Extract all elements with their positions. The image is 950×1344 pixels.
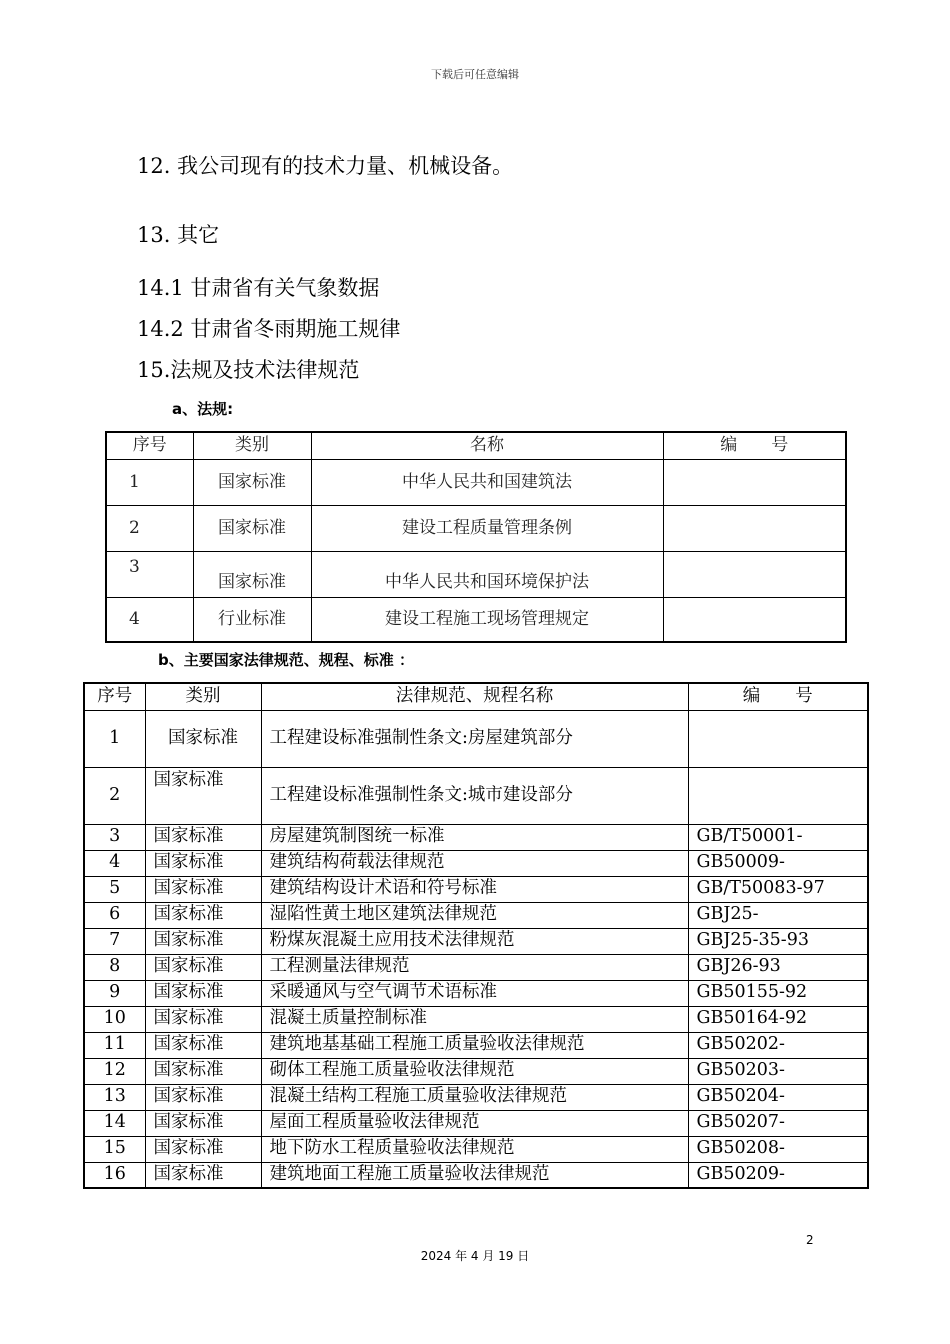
row-name: 建筑地面工程施工质量验收法律规范 <box>261 1162 688 1188</box>
row-name: 混凝土结构工程施工质量验收法律规范 <box>261 1084 688 1110</box>
row-code: GB50164-92 <box>688 1006 868 1032</box>
row-category: 国家标准 <box>145 710 261 767</box>
table-row <box>84 1006 868 1032</box>
row-name: 工程建设标准强制性条文:房屋建筑部分 <box>261 710 688 767</box>
row-name: 建设工程施工现场管理规定 <box>311 597 663 642</box>
row-code: GB/T50083-97 <box>688 876 868 902</box>
table-b-title: b、主要国家法律规范、规程、标准 ： <box>158 651 414 669</box>
row-category: 国家标准 <box>145 767 261 824</box>
header-no: 序号 <box>106 432 193 459</box>
row-code <box>688 710 868 767</box>
row-no: 10 <box>84 1006 145 1032</box>
table-row <box>84 767 868 824</box>
header-name: 名称 <box>311 432 663 459</box>
section-14-1: 14.1 甘肃省有关气象数据 <box>137 276 380 300</box>
row-code <box>688 767 868 824</box>
row-code: GB50009- <box>688 850 868 876</box>
header-code: 编 号 <box>663 432 846 459</box>
row-code <box>663 551 846 597</box>
row-code <box>663 459 846 505</box>
table-row <box>106 551 846 597</box>
header-code: 编 号 <box>688 683 868 710</box>
row-name: 屋面工程质量验收法律规范 <box>261 1110 688 1136</box>
row-no: 14 <box>84 1110 145 1136</box>
row-no: 16 <box>84 1162 145 1188</box>
row-no: 4 <box>106 597 193 642</box>
row-name: 中华人民共和国环境保护法 <box>311 551 663 597</box>
row-category: 国家标准 <box>145 1006 261 1032</box>
section-13: 13. 其它 <box>137 223 220 247</box>
section-15: 15.法规及技术法律规范 <box>137 358 360 382</box>
table-row <box>84 954 868 980</box>
table-row <box>106 505 846 551</box>
standards-table <box>83 682 869 1189</box>
section-12: 12. 我公司现有的技术力量、机械设备。 <box>137 154 514 178</box>
row-category: 国家标准 <box>145 876 261 902</box>
row-category: 国家标准 <box>193 551 311 597</box>
row-code: GB50207- <box>688 1110 868 1136</box>
row-no: 13 <box>84 1084 145 1110</box>
page-header-note: 下载后可任意编辑 <box>431 68 519 81</box>
section-14-2: 14.2 甘肃省冬雨期施工规律 <box>137 317 401 341</box>
table-row <box>84 1162 868 1188</box>
row-no: 5 <box>84 876 145 902</box>
row-code: GB50202- <box>688 1032 868 1058</box>
row-category: 行业标准 <box>193 597 311 642</box>
row-code: GB50155-92 <box>688 980 868 1006</box>
table-row <box>106 597 846 642</box>
row-category: 国家标准 <box>145 1162 261 1188</box>
row-code <box>663 505 846 551</box>
row-no: 11 <box>84 1032 145 1058</box>
row-name: 地下防水工程质量验收法律规范 <box>261 1136 688 1162</box>
header-category: 类别 <box>145 683 261 710</box>
table-row <box>84 876 868 902</box>
table-header-row <box>106 432 846 459</box>
table-row <box>84 1110 868 1136</box>
row-no: 7 <box>84 928 145 954</box>
row-code <box>663 597 846 642</box>
row-name: 混凝土质量控制标准 <box>261 1006 688 1032</box>
row-category: 国家标准 <box>145 1136 261 1162</box>
row-code: GB50204- <box>688 1084 868 1110</box>
row-no: 1 <box>106 459 193 505</box>
row-no: 6 <box>84 902 145 928</box>
row-category: 国家标准 <box>145 1058 261 1084</box>
row-no: 12 <box>84 1058 145 1084</box>
row-code: GBJ25-35-93 <box>688 928 868 954</box>
row-no: 2 <box>106 505 193 551</box>
row-category: 国家标准 <box>145 850 261 876</box>
row-no: 3 <box>106 551 193 597</box>
row-no: 1 <box>84 710 145 767</box>
row-category: 国家标准 <box>145 980 261 1006</box>
row-category: 国家标准 <box>145 954 261 980</box>
row-name: 湿陷性黄土地区建筑法律规范 <box>261 902 688 928</box>
page-number: 2 <box>806 1233 814 1247</box>
header-name: 法律规范、规程名称 <box>261 683 688 710</box>
row-name: 建筑结构荷载法律规范 <box>261 850 688 876</box>
header-no: 序号 <box>84 683 145 710</box>
row-code: GB50203- <box>688 1058 868 1084</box>
table-row <box>84 1136 868 1162</box>
row-name: 采暖通风与空气调节术语标准 <box>261 980 688 1006</box>
table-row <box>84 850 868 876</box>
row-no: 4 <box>84 850 145 876</box>
row-name: 粉煤灰混凝土应用技术法律规范 <box>261 928 688 954</box>
row-category: 国家标准 <box>145 902 261 928</box>
row-name: 建筑地基基础工程施工质量验收法律规范 <box>261 1032 688 1058</box>
footer-date: 2024 年 4 月 19 日 <box>420 1249 530 1263</box>
table-row <box>84 1084 868 1110</box>
row-category: 国家标准 <box>145 1032 261 1058</box>
row-category: 国家标准 <box>145 824 261 850</box>
regulations-table <box>105 431 847 643</box>
row-name: 砌体工程施工质量验收法律规范 <box>261 1058 688 1084</box>
row-category: 国家标准 <box>145 1110 261 1136</box>
row-code: GB50208- <box>688 1136 868 1162</box>
row-name: 建筑结构设计术语和符号标准 <box>261 876 688 902</box>
row-code: GBJ26-93 <box>688 954 868 980</box>
table-row <box>84 824 868 850</box>
table-row <box>106 459 846 505</box>
table-row <box>84 710 868 767</box>
table-row <box>84 1058 868 1084</box>
row-no: 15 <box>84 1136 145 1162</box>
row-name: 建设工程质量管理条例 <box>311 505 663 551</box>
row-name: 工程建设标准强制性条文:城市建设部分 <box>261 767 688 824</box>
row-name: 中华人民共和国建筑法 <box>311 459 663 505</box>
row-no: 9 <box>84 980 145 1006</box>
row-name: 房屋建筑制图统一标准 <box>261 824 688 850</box>
table-row <box>84 1032 868 1058</box>
row-no: 3 <box>84 824 145 850</box>
row-category: 国家标准 <box>193 505 311 551</box>
row-no: 8 <box>84 954 145 980</box>
table-header-row <box>84 683 868 710</box>
row-category: 国家标准 <box>145 1084 261 1110</box>
row-code: GB50209- <box>688 1162 868 1188</box>
row-code: GB/T50001- <box>688 824 868 850</box>
table-row <box>84 902 868 928</box>
table-row <box>84 980 868 1006</box>
row-category: 国家标准 <box>193 459 311 505</box>
table-row <box>84 928 868 954</box>
header-category: 类别 <box>193 432 311 459</box>
row-no: 2 <box>84 767 145 824</box>
table-a-title: a、法规: <box>172 400 234 418</box>
row-category: 国家标准 <box>145 928 261 954</box>
row-name: 工程测量法律规范 <box>261 954 688 980</box>
row-code: GBJ25- <box>688 902 868 928</box>
